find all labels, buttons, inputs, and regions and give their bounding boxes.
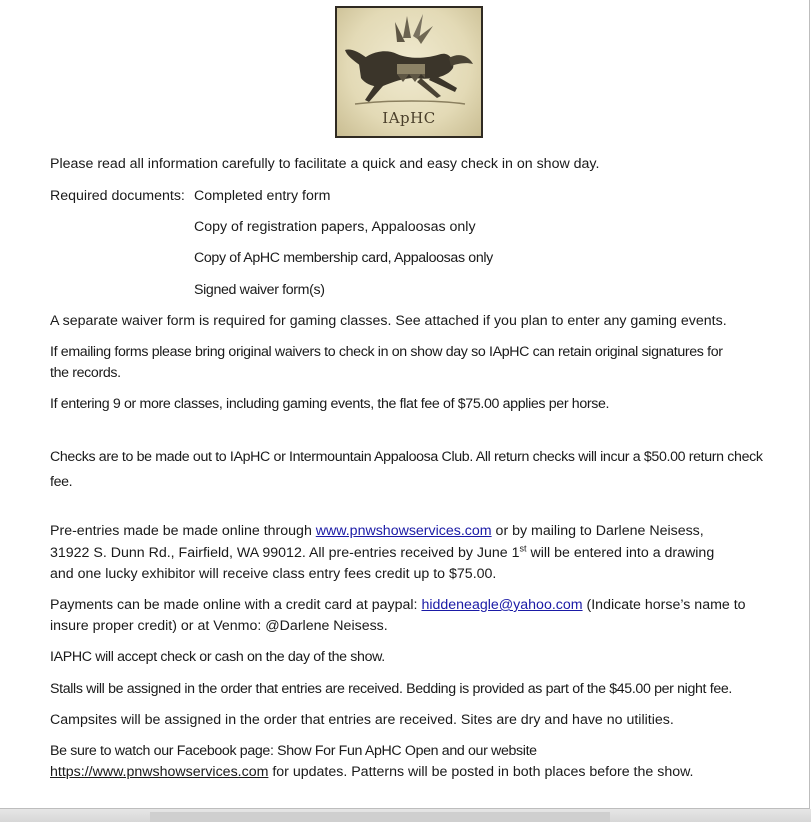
stalls-text: Stalls will be assigned in the order that entries are received. Bedding is provided as part of the $45.00 per night fee. [50,681,732,697]
pre-entries-line-2 [50,543,714,564]
paypal-email-link[interactable]: hiddeneagle@yahoo.com [421,597,583,613]
logo-text: IApHC [382,109,436,127]
ordinal-suffix: st [519,543,527,554]
pre-entries-text-b: or by mailing to Darlene Neisess, [491,523,704,539]
flat-fee-text: If entering 9 or more classes, including gaming events, the flat fee of $75.00 applies per horse. [50,396,610,412]
payments-text-b: (Indicate horse’s name to [582,597,746,613]
email-forms-line-1: If emailing forms please bring original waivers to check in on show day so IApHC can retain original signatures for [50,344,723,360]
facebook-text-b: for updates. Patterns will be posted in both places before the show. [268,764,694,780]
facebook-line-1: Be sure to watch our Facebook page: Show For Fun ApHC Open and our website [50,743,537,759]
pre-entries-line-1 [50,521,704,542]
accept-payment-text: IAPHC will accept check or cash on the day of the show. [50,649,385,665]
pre-entries-text-a: Pre-entries made be made online through [50,523,316,539]
pre-entries-drawing: will be entered into a drawing [526,545,715,561]
pnwshowservices-link[interactable]: www.pnwshowservices.com [315,523,492,539]
website-link[interactable]: https://www.pnwshowservices.com [50,764,269,780]
pre-entries-line-3: and one lucky exhibitor will receive class entry fees credit up to $75.00. [50,566,497,582]
checks-line-1: Checks are to be made out to IApHC or Intermountain Appaloosa Club. All return checks will incur a $50.00 return check [50,449,763,465]
doc-entry-form: Completed entry form [194,188,331,204]
required-label: Required documents: [50,188,185,204]
bottom-edge [0,809,811,822]
facebook-line-2 [50,762,694,783]
email-forms-line-2: the records. [50,365,121,381]
campsites-text: Campsites will be assigned in the order that entries are received. Sites are dry and have no utilities. [50,712,674,728]
doc-waiver-form: Signed waiver form(s) [194,282,325,298]
intro-text: Please read all information carefully to facilitate a quick and easy check in on show day. [50,156,600,172]
payments-line-2: insure proper credit) or at Venmo: @Darlene Neisess. [50,618,388,634]
club-logo [335,6,483,138]
doc-membership-card: Copy of ApHC membership card, Appaloosas only [194,250,493,266]
checks-line-2: fee. [50,474,73,490]
doc-registration-papers: Copy of registration papers, Appaloosas only [194,219,476,235]
waiver-text: A separate waiver form is required for gaming classes. See attached if you plan to enter any gaming events. [50,313,727,329]
payments-line-1 [50,595,746,616]
pre-entries-address: 31922 S. Dunn Rd., Fairfield, WA 99012. All pre-entries received by June 1 [50,545,520,561]
page-shadow [150,812,610,822]
payments-text-a: Payments can be made online with a credit card at paypal: [50,597,422,613]
